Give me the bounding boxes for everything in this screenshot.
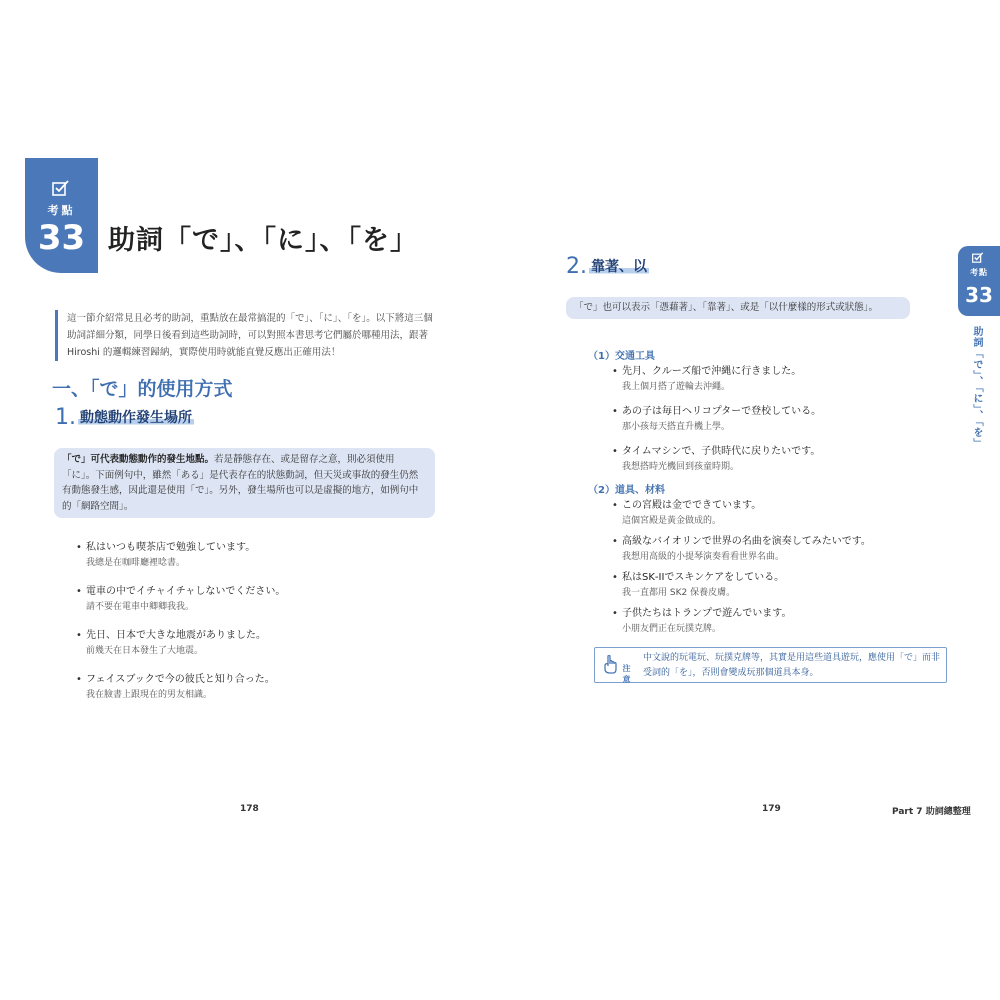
group-heading-transport: （1）交通工具 bbox=[588, 351, 655, 362]
caution-label: 注意 bbox=[622, 664, 631, 684]
bullet-icon: • bbox=[76, 586, 82, 597]
explanation-text: 「で」也可以表示「憑藉著」、「靠著」、或是「以什麼樣的形式或狀態」。 bbox=[574, 302, 879, 313]
checkbox-icon bbox=[52, 180, 70, 196]
bullet-icon: • bbox=[612, 500, 618, 511]
explanation-box bbox=[566, 297, 910, 319]
example-japanese: 私はSK‐IIでスキンケアをしている。 bbox=[622, 572, 785, 583]
subsection-heading-1 bbox=[55, 405, 194, 430]
caution-box bbox=[594, 647, 947, 683]
topic-badge bbox=[25, 158, 98, 273]
example-translation: 前幾天在日本發生了大地震。 bbox=[86, 646, 204, 656]
side-tab-label: 考點 bbox=[970, 268, 988, 277]
bullet-icon: • bbox=[612, 446, 618, 457]
example-list-tools bbox=[612, 498, 871, 650]
bullet-icon: • bbox=[76, 630, 82, 641]
example-translation: 請不要在電車中卿卿我我。 bbox=[86, 602, 195, 612]
example-item bbox=[76, 540, 285, 570]
intro-paragraph: 這一節介紹常見且必考的助詞，重點放在最常搞混的「で」、「に」、「を」。以下將這三個助詞詳細分類，同學日後看到這些助詞時，可以對照本書思考它們屬於哪種用法，跟著 Hiroshi 的邏輯練習歸納，實際使用時就能直覺反應出正確用法！ bbox=[55, 310, 440, 361]
caution-badge bbox=[599, 651, 633, 684]
chapter-title: 助詞「で」、「に」、「を」 bbox=[108, 225, 418, 256]
example-translation: 那小孩每天搭直升機上學。 bbox=[622, 422, 731, 432]
checkbox-icon bbox=[972, 252, 984, 263]
example-item bbox=[76, 628, 285, 658]
example-item bbox=[612, 444, 821, 474]
subsection-label: 靠著、以 bbox=[591, 259, 647, 275]
example-translation: 我總是在咖啡廳裡唸書。 bbox=[86, 558, 186, 568]
page-number-left: 178 bbox=[240, 804, 259, 814]
caution-text: 中文說的玩電玩、玩撲克牌等，其實是用這些道具遊玩，應使用「で」而非受詞的「を」，否則會變成玩那個道具本身。 bbox=[643, 653, 941, 678]
example-list-left bbox=[76, 540, 285, 716]
example-translation: 我想搭時光機回到孩童時期。 bbox=[622, 462, 740, 472]
example-translation: 我上個月搭了遊輪去沖繩。 bbox=[622, 382, 731, 392]
side-tab-number: 33 bbox=[965, 283, 993, 307]
group-heading-tools: （2）道具、材料 bbox=[588, 485, 665, 496]
bullet-icon: • bbox=[76, 542, 82, 553]
pointing-hand-icon bbox=[602, 655, 618, 675]
example-japanese: 先月、クルーズ船で沖縄に行きました。 bbox=[622, 366, 802, 377]
example-japanese: 子供たちはトランプで遊んでいます。 bbox=[622, 608, 792, 619]
subsection-heading-2 bbox=[566, 254, 649, 279]
subsection-number: 1. bbox=[55, 405, 76, 430]
example-item bbox=[612, 364, 821, 394]
example-japanese: 私はいつも喫茶店で勉強しています。 bbox=[86, 542, 256, 553]
bullet-icon: • bbox=[612, 572, 618, 583]
example-japanese: 電車の中でイチャイチャしないでください。 bbox=[86, 586, 286, 597]
bullet-icon: • bbox=[612, 608, 618, 619]
example-list-transport bbox=[612, 364, 821, 488]
explanation-box bbox=[54, 448, 435, 518]
example-translation: 小朋友們正在玩撲克牌。 bbox=[622, 624, 722, 634]
explanation-bold: 「で」可代表動態動作的發生地點。 bbox=[62, 454, 215, 465]
example-japanese: 先日、日本で大きな地震がありました。 bbox=[86, 630, 266, 641]
example-japanese: タイムマシンで、子供時代に戻りたいです。 bbox=[622, 446, 821, 457]
example-translation: 我在臉書上跟現在的男友相識。 bbox=[86, 690, 213, 700]
example-item bbox=[612, 570, 871, 600]
example-japanese: この宮殿は金でできています。 bbox=[622, 500, 762, 511]
badge-number: 33 bbox=[37, 218, 86, 258]
example-translation: 我一直都用 SK2 保養皮膚。 bbox=[622, 588, 736, 598]
section-heading: 一、「で」的使用方式 bbox=[52, 378, 233, 400]
side-tab-title: 助詞「で」、「に」、「を」 bbox=[971, 326, 982, 449]
bullet-icon: • bbox=[612, 366, 618, 377]
example-japanese: あの子は毎日ヘリコプターで登校している。 bbox=[622, 406, 822, 417]
bullet-icon: • bbox=[612, 406, 618, 417]
side-tab bbox=[958, 246, 1000, 316]
explanation-text: 若是靜態存在、或是留存之意，則必須使用「に」。下面例句中，雖然「ある」是代表存在的狀態動詞，但天災或事故的發生仍然有動態發生感，因此還是使用「で」。另外，發生場所也可以是虛擬的地方，如例句中的「網路空間」。 bbox=[62, 454, 419, 512]
example-translation: 我想用高級的小提琴演奏看看世界名曲。 bbox=[622, 552, 785, 562]
example-item bbox=[612, 606, 871, 636]
example-item bbox=[612, 534, 871, 564]
example-japanese: 高級なバイオリンで世界の名曲を演奏してみたいです。 bbox=[622, 536, 871, 547]
example-item bbox=[76, 672, 285, 702]
part-label: Part 7 助詞總整理 bbox=[892, 807, 971, 817]
example-item bbox=[76, 584, 285, 614]
badge-label: 考點 bbox=[47, 204, 76, 217]
example-translation: 這個宮殿是黃金做成的。 bbox=[622, 516, 722, 526]
subsection-label: 動態動作發生場所 bbox=[80, 410, 192, 426]
example-item bbox=[612, 498, 871, 528]
bullet-icon: • bbox=[612, 536, 618, 547]
example-item bbox=[612, 404, 821, 434]
page-number-right: 179 bbox=[762, 804, 781, 814]
example-japanese: フェイスブックで今の彼氏と知り合った。 bbox=[86, 674, 275, 685]
subsection-number: 2. bbox=[566, 254, 587, 279]
bullet-icon: • bbox=[76, 674, 82, 685]
